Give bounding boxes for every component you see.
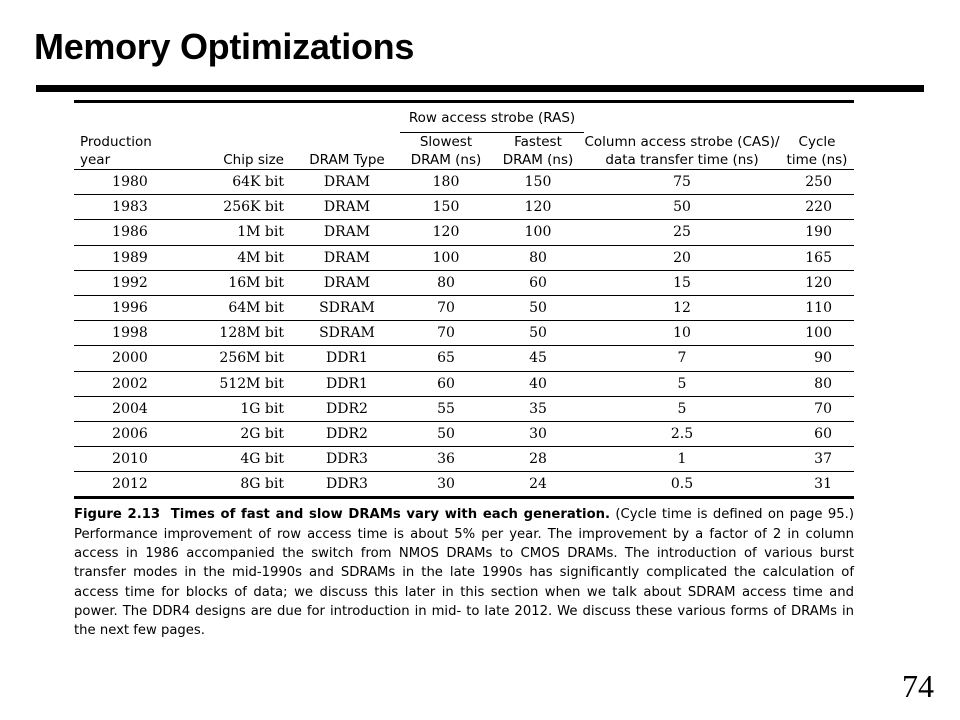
cell-year: 1980 <box>74 170 186 195</box>
table-row <box>74 170 854 195</box>
cell-cycle: 70 <box>780 396 854 421</box>
table-row <box>74 371 854 396</box>
cell-cas: 75 <box>584 170 780 195</box>
cell-chip: 64K bit <box>186 170 294 195</box>
cell-slow: 36 <box>400 447 492 472</box>
cell-cycle: 90 <box>780 346 854 371</box>
cell-year: 1986 <box>74 220 186 245</box>
cell-fast: 35 <box>492 396 584 421</box>
cell-chip: 4M bit <box>186 245 294 270</box>
cell-year: 1992 <box>74 270 186 295</box>
cell-slow: 100 <box>400 245 492 270</box>
cell-cycle: 190 <box>780 220 854 245</box>
cell-fast: 120 <box>492 195 584 220</box>
cell-chip: 512M bit <box>186 371 294 396</box>
ras-group-header: Row access strobe (RAS) <box>400 103 584 133</box>
cell-year: 1983 <box>74 195 186 220</box>
cell-cycle: 250 <box>780 170 854 195</box>
cell-fast: 150 <box>492 170 584 195</box>
cell-type: DRAM <box>294 270 400 295</box>
cell-slow: 80 <box>400 270 492 295</box>
cell-chip: 2G bit <box>186 421 294 446</box>
cell-year: 1996 <box>74 295 186 320</box>
cell-slow: 70 <box>400 295 492 320</box>
cell-year: 2002 <box>74 371 186 396</box>
cell-fast: 100 <box>492 220 584 245</box>
table-row <box>74 295 854 320</box>
cell-type: DDR3 <box>294 472 400 497</box>
cell-slow: 70 <box>400 321 492 346</box>
figure <box>74 100 854 641</box>
cell-type: DDR1 <box>294 346 400 371</box>
table-row <box>74 472 854 497</box>
table-row <box>74 220 854 245</box>
cell-cas: 5 <box>584 371 780 396</box>
cell-cycle: 80 <box>780 371 854 396</box>
cell-year: 2012 <box>74 472 186 497</box>
table-row <box>74 346 854 371</box>
cell-chip: 256M bit <box>186 346 294 371</box>
cell-cas: 5 <box>584 396 780 421</box>
cell-slow: 30 <box>400 472 492 497</box>
col-header-type: DRAM Type <box>309 152 385 168</box>
cell-type: SDRAM <box>294 295 400 320</box>
cell-cas: 10 <box>584 321 780 346</box>
cell-cas: 2.5 <box>584 421 780 446</box>
col-header-chip: Chip size <box>223 152 284 168</box>
col-header-cycle: Cycle time (ns) <box>786 134 848 168</box>
cell-year: 2004 <box>74 396 186 421</box>
table-body <box>74 170 854 497</box>
col-header-fastest: Fastest DRAM (ns) <box>502 134 574 168</box>
cell-chip: 256K bit <box>186 195 294 220</box>
cell-year: 2006 <box>74 421 186 446</box>
cell-year: 2000 <box>74 346 186 371</box>
cell-type: DRAM <box>294 245 400 270</box>
cell-cycle: 100 <box>780 321 854 346</box>
cell-cycle: 165 <box>780 245 854 270</box>
cell-cas: 20 <box>584 245 780 270</box>
cell-fast: 24 <box>492 472 584 497</box>
cell-slow: 180 <box>400 170 492 195</box>
col-header-year: Production year <box>80 134 152 168</box>
caption-headline: Times of fast and slow DRAMs vary with each generation. <box>170 507 611 523</box>
cell-chip: 128M bit <box>186 321 294 346</box>
table-row <box>74 195 854 220</box>
cell-chip: 1M bit <box>186 220 294 245</box>
cell-type: SDRAM <box>294 321 400 346</box>
cell-year: 1998 <box>74 321 186 346</box>
table-row <box>74 270 854 295</box>
cell-chip: 1G bit <box>186 396 294 421</box>
cell-slow: 150 <box>400 195 492 220</box>
cell-type: DRAM <box>294 195 400 220</box>
cell-cas: 7 <box>584 346 780 371</box>
cell-cycle: 60 <box>780 421 854 446</box>
cell-chip: 8G bit <box>186 472 294 497</box>
cell-cas: 15 <box>584 270 780 295</box>
cell-cycle: 37 <box>780 447 854 472</box>
table-header-row <box>74 133 854 170</box>
table-row <box>74 245 854 270</box>
table-bottom-rule <box>74 496 854 499</box>
cell-type: DRAM <box>294 170 400 195</box>
cell-cycle: 110 <box>780 295 854 320</box>
cell-slow: 55 <box>400 396 492 421</box>
col-header-cas: Column access strobe (CAS)/ data transfer time (ns) <box>584 134 780 168</box>
cell-fast: 50 <box>492 295 584 320</box>
cell-type: DDR2 <box>294 396 400 421</box>
cell-cycle: 31 <box>780 472 854 497</box>
table-row <box>74 321 854 346</box>
cell-fast: 40 <box>492 371 584 396</box>
cell-fast: 45 <box>492 346 584 371</box>
cell-slow: 60 <box>400 371 492 396</box>
cell-fast: 50 <box>492 321 584 346</box>
cell-fast: 60 <box>492 270 584 295</box>
cell-year: 2010 <box>74 447 186 472</box>
cell-slow: 50 <box>400 421 492 446</box>
cell-type: DRAM <box>294 220 400 245</box>
table-group-header-row <box>74 103 854 133</box>
cell-type: DDR2 <box>294 421 400 446</box>
cell-cas: 50 <box>584 195 780 220</box>
cell-cycle: 220 <box>780 195 854 220</box>
col-header-slowest: Slowest DRAM (ns) <box>410 134 482 168</box>
cell-slow: 65 <box>400 346 492 371</box>
cell-chip: 16M bit <box>186 270 294 295</box>
cell-cycle: 120 <box>780 270 854 295</box>
cell-year: 1989 <box>74 245 186 270</box>
cell-fast: 28 <box>492 447 584 472</box>
caption-label: Figure 2.13 <box>74 507 161 523</box>
cell-cas: 0.5 <box>584 472 780 497</box>
cell-type: DDR3 <box>294 447 400 472</box>
dram-table <box>74 103 854 497</box>
cell-chip: 4G bit <box>186 447 294 472</box>
page-number: 74 <box>902 668 934 704</box>
cell-cas: 25 <box>584 220 780 245</box>
cell-cas: 12 <box>584 295 780 320</box>
caption-body: (Cycle time is defined on page 95.) Performance improvement of row access time is about 5% per year. The improvement by a factor of 2 in column access in 1986 accompanied the switch from NMOS DRAMs to CMOS DRAMs. The introduction of various burst transfer modes in the mid-1990s and SDRAMs in the late 1990s has significantly complicated the calculation of access time for blocks of data; we discuss this later in this section when we talk about SDRAM access time and power. The DDR4 designs are due for introduction in mid- to late 2012. We discuss these various forms of DRAMs in the next few pages. <box>74 507 854 639</box>
table-row <box>74 421 854 446</box>
cell-type: DDR1 <box>294 371 400 396</box>
figure-caption <box>74 505 854 640</box>
cell-fast: 30 <box>492 421 584 446</box>
title-divider <box>36 85 924 92</box>
cell-cas: 1 <box>584 447 780 472</box>
table-row <box>74 447 854 472</box>
cell-slow: 120 <box>400 220 492 245</box>
slide-title: Memory Optimizations <box>34 26 415 67</box>
table-row <box>74 396 854 421</box>
cell-fast: 80 <box>492 245 584 270</box>
cell-chip: 64M bit <box>186 295 294 320</box>
